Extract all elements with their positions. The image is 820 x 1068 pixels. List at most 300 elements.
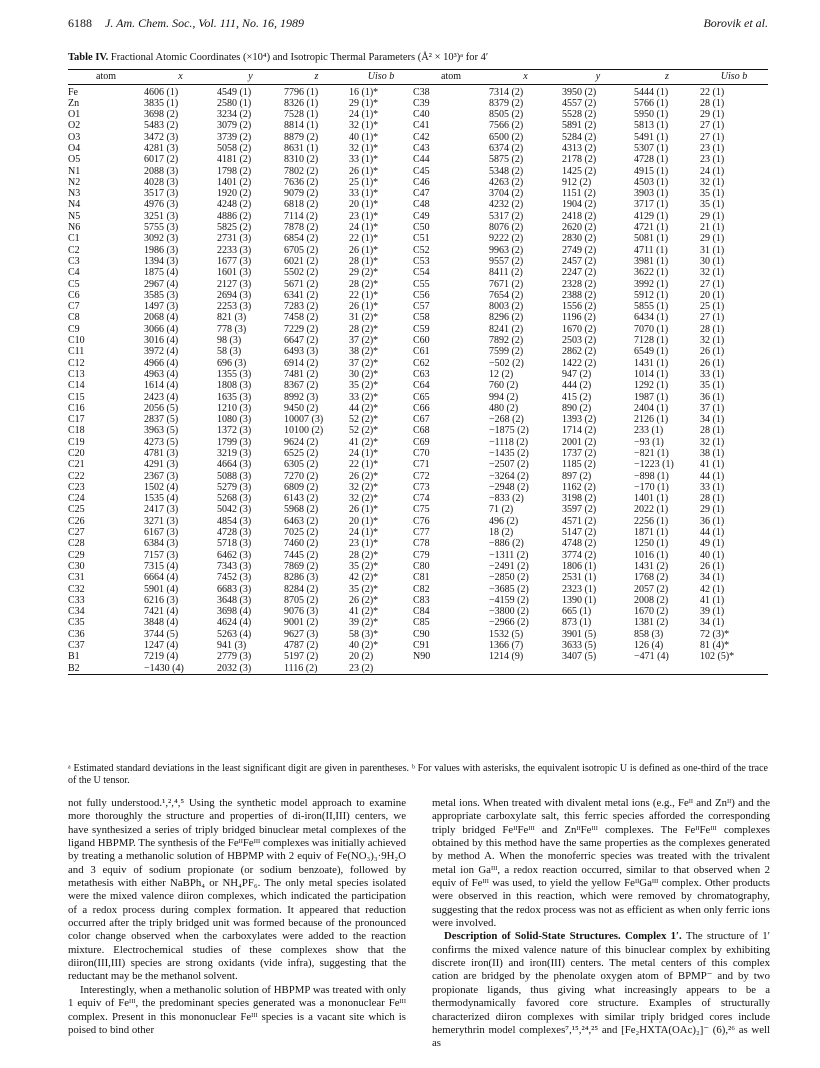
value-cell: −2491 (2) [489,560,529,572]
atom-cell: C69 [413,436,430,448]
value-cell: −4159 (2) [489,594,529,606]
value-cell: 20 (1)* [349,515,379,527]
atom-cell: C32 [68,583,85,595]
running-head [68,16,768,34]
atom-cell: N4 [68,199,81,211]
value-cell: 37 (2)* [349,335,379,347]
value-cell: 5307 (1) [634,142,669,154]
atom-cell: O4 [68,142,81,154]
value-cell: 4664 (3) [217,459,252,471]
atom-cell: C90 [413,628,430,640]
value-cell: 1372 (3) [217,425,252,437]
value-cell: 1151 (2) [562,188,596,200]
value-cell: 7315 (4) [144,560,179,572]
atom-cell: C55 [413,278,430,290]
value-cell: 37 (1) [700,402,725,414]
atom-cell: C31 [68,572,85,584]
value-cell: 1806 (1) [562,560,597,572]
value-cell: 98 (3) [217,335,242,347]
table-row [68,561,768,572]
value-cell: 3698 (4) [217,606,252,618]
atom-cell: C39 [413,97,430,109]
value-cell: 29 (1)* [349,97,379,109]
table-caption [68,52,768,63]
value-cell: 1292 (1) [634,380,669,392]
table-bottom-rule [68,674,768,675]
value-cell: 35 (1) [700,199,725,211]
value-cell: 8286 (3) [284,572,319,584]
value-cell: 27 (1) [700,120,725,132]
table-row [68,516,768,527]
value-cell: 81 (4)* [700,640,730,652]
atom-cell: C66 [413,402,430,414]
value-cell: 8076 (2) [489,222,524,234]
value-cell: 2001 (2) [562,436,597,448]
value-cell: 6914 (2) [284,357,319,369]
value-cell: 8296 (2) [489,312,524,324]
value-cell: 873 (1) [562,617,592,629]
value-cell: 7636 (2) [284,176,319,188]
atom-cell: C45 [413,165,430,177]
atom-cell: C85 [413,617,430,629]
atom-cell: Fe [68,86,78,98]
table-row [68,143,768,154]
value-cell: 7128 (1) [634,335,669,347]
value-cell: −93 (1) [634,436,664,448]
atom-cell: C61 [413,346,430,358]
table-row [68,663,768,674]
value-cell: −3685 (2) [489,583,529,595]
value-cell: 4721 (1) [634,222,669,234]
table-row [68,120,768,131]
value-cell: 3234 (2) [217,109,252,121]
value-cell: 2022 (1) [634,504,669,516]
value-cell: 5081 (1) [634,233,669,245]
atom-cell: C56 [413,289,430,301]
atom-cell: C33 [68,594,85,606]
value-cell: 1381 (2) [634,617,669,629]
body-column-right [432,797,770,1051]
value-cell: 8705 (2) [284,594,319,606]
value-cell: 5491 (1) [634,131,669,143]
value-cell: 8631 (1) [284,142,319,154]
value-cell: 1185 (2) [562,459,596,471]
value-cell: 7528 (1) [284,109,319,121]
value-cell: 5755 (3) [144,222,179,234]
value-cell: 58 (3)* [349,628,379,640]
value-cell: 2008 (2) [634,594,669,606]
atom-cell: C27 [68,527,85,539]
value-cell: −821 (1) [634,448,669,459]
atom-cell: C70 [413,448,430,459]
table-row [68,279,768,290]
value-cell: 42 (2)* [349,572,379,584]
value-cell: 44 (1) [700,527,725,539]
value-cell: 29 (2)* [349,267,379,279]
table-row [68,425,768,436]
table-row [68,493,768,504]
value-cell: −1875 (2) [489,425,529,437]
value-cell: 10100 (2) [284,425,324,437]
table-row [68,651,768,662]
value-cell: 2323 (1) [562,583,597,595]
value-cell: −1311 (2) [489,549,529,561]
value-cell: 28 (1)* [349,255,379,267]
value-cell: 3633 (5) [562,640,597,652]
value-cell: 23 (1) [700,142,725,154]
value-cell: 3016 (4) [144,335,179,347]
body-column-left [68,797,406,1037]
value-cell: 233 (1) [634,425,664,437]
atom-cell: C12 [68,357,85,369]
value-cell: 8003 (2) [489,301,524,313]
value-cell: 3704 (2) [489,188,524,200]
value-cell: 3774 (2) [562,549,597,561]
value-cell: 38 (1) [700,448,725,459]
value-cell: 32 (1) [700,436,725,448]
table-row [68,233,768,244]
value-cell: 30 (2)* [349,368,379,380]
value-cell: 760 (2) [489,380,519,392]
atom-cell: C62 [413,357,430,369]
value-cell: 4606 (1) [144,86,179,98]
atom-cell: C13 [68,368,85,380]
value-cell: 5891 (2) [562,120,597,132]
value-cell: 6017 (2) [144,154,179,166]
value-cell: 5950 (1) [634,109,669,121]
value-cell: 32 (2)* [349,481,379,493]
value-cell: 6809 (2) [284,481,319,493]
value-cell: 7452 (3) [217,572,252,584]
value-cell: 3992 (1) [634,278,669,290]
value-cell [489,663,562,674]
value-cell: 33 (1)* [349,188,379,200]
value-cell: 5263 (4) [217,628,252,640]
value-cell: 3972 (4) [144,346,179,358]
value-cell: 4273 (5) [144,436,179,448]
atom-cell: N1 [68,165,81,177]
atom-cell: Zn [68,97,80,109]
value-cell: 6143 (2) [284,493,319,505]
atom-cell: C35 [68,617,85,629]
value-cell: 26 (1) [700,357,725,369]
column-header: z [314,71,319,82]
atom-cell: C34 [68,606,85,618]
value-cell: 18 (2) [489,527,514,539]
table-row [68,403,768,414]
value-cell: 9624 (2) [284,436,319,448]
value-cell: 821 (3) [217,312,247,324]
value-cell: 7566 (2) [489,120,524,132]
value-cell: 34 (1) [700,617,725,629]
value-cell: 32 (1)* [349,142,379,154]
value-cell: 6525 (2) [284,448,319,459]
atom-cell: C83 [413,594,430,606]
value-cell: 24 (1)* [349,222,379,234]
value-cell: 3963 (5) [144,425,179,437]
atom-cell: C17 [68,414,85,426]
column-header: atom [96,71,116,82]
value-cell: 480 (2) [489,402,519,414]
value-cell [700,663,768,674]
value-cell: 4886 (2) [217,210,252,222]
value-cell: 7458 (2) [284,312,319,324]
value-cell: 3901 (5) [562,628,597,640]
atom-cell: C14 [68,380,85,392]
atom-cell: C24 [68,493,85,505]
value-cell: 12 (2) [489,368,514,380]
value-cell: 42 (1) [700,583,725,595]
value-cell: 6683 (3) [217,583,252,595]
value-cell: 41 (2)* [349,606,379,618]
table-row [68,154,768,165]
value-cell: 4711 (1) [634,244,668,256]
value-cell: 3835 (1) [144,97,179,109]
table-row [68,471,768,482]
value-cell: 6341 (2) [284,289,319,301]
table-row [68,346,768,357]
table-header-row [68,70,768,85]
value-cell: 2503 (2) [562,335,597,347]
value-cell: 1677 (3) [217,255,252,267]
value-cell: 2256 (1) [634,515,669,527]
value-cell: 26 (1) [700,346,725,358]
value-cell: 9627 (3) [284,628,319,640]
atom-cell: C52 [413,244,430,256]
value-cell: 9001 (2) [284,617,319,629]
atom-cell: C77 [413,527,430,539]
value-cell: 3219 (3) [217,448,252,459]
atom-cell: C36 [68,628,85,640]
value-cell: 1422 (2) [562,357,597,369]
value-cell: 1532 (5) [489,628,524,640]
value-cell: 941 (3) [217,640,247,652]
value-cell: 1670 (2) [634,606,669,618]
value-cell: 26 (1)* [349,504,379,516]
atom-cell [413,663,489,674]
value-cell: 2056 (5) [144,402,179,414]
value-cell: 4854 (3) [217,515,252,527]
value-cell: 1425 (2) [562,165,597,177]
value-cell: 947 (2) [562,368,592,380]
atom-cell: C43 [413,142,430,154]
table-row [68,132,768,143]
value-cell: 1401 (1) [634,493,669,505]
value-cell: 444 (2) [562,380,592,392]
value-cell: 3903 (1) [634,188,669,200]
value-cell: 5528 (2) [562,109,597,121]
value-cell: 7229 (2) [284,323,319,335]
table-row [68,335,768,346]
value-cell: 1920 (2) [217,188,252,200]
value-cell: 26 (1)* [349,165,379,177]
value-cell: 3648 (3) [217,594,252,606]
value-cell: −1118 (2) [489,436,529,448]
value-cell: −1223 (1) [634,459,674,471]
atom-cell: C64 [413,380,430,392]
atom-cell: C54 [413,267,430,279]
value-cell: 1737 (2) [562,448,597,459]
value-cell: 28 (1) [700,323,725,335]
column-header: Uiso b [720,71,748,82]
value-cell: 2967 (4) [144,278,179,290]
value-cell: 29 (1) [700,233,725,245]
value-cell: 29 (1) [700,109,725,121]
table-row [68,98,768,109]
value-cell: 5444 (1) [634,86,669,98]
value-cell: 8879 (2) [284,131,319,143]
value-cell: 2418 (2) [562,210,597,222]
value-cell: 26 (2)* [349,594,379,606]
value-cell: 24 (1)* [349,109,379,121]
atom-cell: C68 [413,425,430,437]
value-cell: 1808 (3) [217,380,252,392]
atom-cell: C47 [413,188,430,200]
value-cell: 22 (1)* [349,289,379,301]
value-cell: 9076 (3) [284,606,319,618]
table-row [68,448,768,459]
value-cell: 1401 (2) [217,176,252,188]
value-cell: 9450 (2) [284,402,319,414]
value-cell: 8505 (2) [489,109,524,121]
value-cell: 8379 (2) [489,97,524,109]
value-cell: 3848 (4) [144,617,179,629]
value-cell: 7270 (2) [284,470,319,482]
value-cell: 7654 (2) [489,289,524,301]
value-cell: 3066 (4) [144,323,179,335]
value-cell: 2694 (3) [217,289,252,301]
atom-cell: N3 [68,188,81,200]
value-cell: 32 (1)* [349,120,379,132]
value-cell: 8367 (2) [284,380,319,392]
value-cell: 3622 (1) [634,267,669,279]
atom-cell: C57 [413,301,430,313]
table-label: Table IV. [68,52,109,63]
value-cell: 5671 (2) [284,278,319,290]
value-cell: 24 (1)* [349,527,379,539]
value-cell: 1601 (3) [217,267,252,279]
value-cell: 7421 (4) [144,606,179,618]
atom-cell: C2 [68,244,80,256]
value-cell: 890 (2) [562,402,592,414]
table-row [68,459,768,470]
table-row [68,392,768,403]
value-cell: 3198 (2) [562,493,597,505]
value-cell: 32 (2)* [349,493,379,505]
value-cell: 3407 (5) [562,651,597,663]
value-cell: −502 (2) [489,357,524,369]
value-cell: 4181 (2) [217,154,252,166]
value-cell: 6021 (2) [284,255,319,267]
atom-cell: C60 [413,335,430,347]
atom-cell: C10 [68,335,85,347]
value-cell: 4748 (2) [562,538,597,550]
table-row [68,606,768,617]
value-cell: 27 (1) [700,312,725,324]
atom-cell: C91 [413,640,430,652]
body-paragraph: Interestingly, when a methanolic solution of HBPMP was treated with only 1 equiv of Feᴵᴵᴵ, the predominant species generated was a mononuclear Feᴵᴵᴵ complex. Present in this mononuclear Feᴵᴵᴵ species is a vacant site which is poised to bind other [68,983,406,1036]
atom-cell: B2 [68,662,80,674]
table-row [68,527,768,538]
value-cell: 1016 (1) [634,549,669,561]
value-cell: 3597 (2) [562,504,597,516]
atom-cell: C7 [68,301,80,313]
value-cell: 5317 (2) [489,210,524,222]
value-cell: 8814 (1) [284,120,319,132]
value-cell: 1987 (1) [634,391,669,403]
table-row [68,109,768,120]
value-cell: 1986 (3) [144,244,179,256]
value-cell: 3950 (2) [562,86,597,98]
table-row [68,199,768,210]
value-cell: 2032 (3) [217,662,252,674]
value-cell: 2247 (2) [562,267,597,279]
value-cell: 9963 (2) [489,244,524,256]
value-cell: −3264 (2) [489,470,529,482]
value-cell: 8326 (1) [284,97,319,109]
value-cell: −886 (2) [489,538,524,550]
atom-cell: N5 [68,210,81,222]
value-cell: 8241 (2) [489,323,524,335]
atom-cell: C21 [68,459,85,471]
value-cell: 1393 (2) [562,414,597,426]
value-cell: 7481 (2) [284,368,319,380]
value-cell: 5284 (2) [562,131,597,143]
atom-cell: C67 [413,414,430,426]
atom-cell: O5 [68,154,81,166]
value-cell: 3079 (2) [217,120,252,132]
table-body [68,87,768,674]
table-row [68,87,768,98]
value-cell: 22 (1)* [349,233,379,245]
value-cell: 3717 (1) [634,199,669,211]
atom-cell: O2 [68,120,81,132]
value-cell: 39 (2)* [349,617,379,629]
value-cell: 8284 (2) [284,583,319,595]
value-cell: 1768 (2) [634,572,669,584]
value-cell: 4313 (2) [562,142,597,154]
table-row [68,437,768,448]
value-cell: 71 (2) [489,504,514,516]
value-cell: 7157 (3) [144,549,179,561]
table-row [68,572,768,583]
atom-cell: C44 [413,154,430,166]
value-cell: 3739 (2) [217,131,252,143]
atom-cell: C15 [68,391,85,403]
value-cell: 4976 (3) [144,199,179,211]
value-cell: 33 (1) [700,368,725,380]
value-cell: 23 (1)* [349,210,379,222]
value-cell: 29 (1) [700,504,725,516]
table-row [68,482,768,493]
value-cell: 26 (1)* [349,301,379,313]
value-cell: −2850 (2) [489,572,529,584]
atom-cell: C23 [68,481,85,493]
value-cell: 2367 (3) [144,470,179,482]
value-cell: 2779 (3) [217,651,252,663]
coordinates-table [68,70,768,674]
atom-cell: C75 [413,504,430,516]
value-cell: 41 (1) [700,459,725,471]
value-cell: 72 (3)* [700,628,730,640]
body-paragraph: metal ions. When treated with divalent metal ions (e.g., Feᴵᴵ and Znᴵᴵ) and the appropriate carboxylate salt, this ferric species afforded the corresponding triply bridged FeᴵᴵFeᴵᴵᴵ and ZnᴵᴵFeᴵᴵᴵ complexes. The FeᴵᴵFeᴵᴵᴵ complexes obtained by this method have the same properties as the complexes generated by method A. When the monoferric species was treated with the trivalent metal ion Gaᴵᴵᴵ, a redox reaction occurred, similar to that observed when 2 equiv of Feᴵᴵᴵ was used, to yield the yellow FeᴵᴵGaᴵᴵᴵ complex. Other products were observed in this reaction, which were removed by chromatography, suggesting that the redox process was not as efficient as when only ferric ions were involved. [432,797,770,930]
value-cell: 6500 (2) [489,131,524,143]
value-cell: 5875 (2) [489,154,524,166]
page-number: 6188 [68,16,92,30]
value-cell: 2404 (1) [634,402,669,414]
value-cell: −170 (1) [634,481,669,493]
atom-cell: B1 [68,651,80,663]
